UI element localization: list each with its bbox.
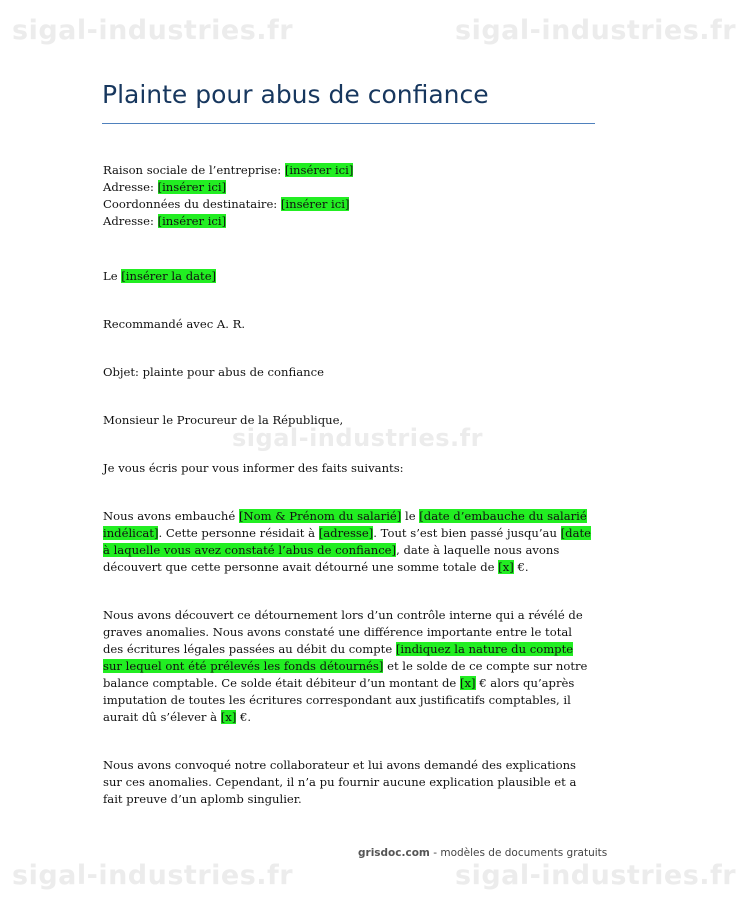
placeholder-expected-amount: [x]	[220, 710, 237, 724]
paragraph-1	[103, 508, 595, 576]
text: Nous avons découvert ce détournement lors d’un contrôle interne qui a révélé de graves anomalies. Nous avons constaté une différence importante entre le total des écritures légales passées au débit du compte	[103, 608, 583, 656]
company-name-label: Raison sociale de l’entreprise:	[103, 163, 282, 177]
footer-site-link[interactable]: grisdoc.com	[358, 847, 430, 859]
company-address-line	[103, 179, 595, 196]
watermark-bottom-left: sigal-industries.fr	[12, 860, 294, 891]
placeholder-amount: [x]	[498, 560, 514, 574]
title-underline	[102, 123, 595, 124]
text: . Tout s’est bien passé jusqu’au	[373, 526, 557, 540]
recipient-line	[103, 196, 595, 213]
text: . Cette personne résidait à	[158, 526, 316, 540]
date-prefix: Le	[103, 269, 118, 283]
company-name-line	[103, 162, 595, 179]
text: € alors qu’après imputation de toutes les écritures correspondant aux justificatifs comptables, il aurait dû s’élever à	[103, 676, 575, 724]
placeholder-recipient: [insérer ici]	[280, 197, 350, 211]
text: Nous avons embauché	[103, 509, 236, 523]
text: €.	[240, 710, 252, 724]
salutation: Monsieur le Procureur de la République,	[103, 413, 344, 427]
watermark-top-right: sigal-industries.fr	[455, 15, 736, 46]
date-line	[103, 268, 595, 285]
intro-line: Je vous écris pour vous informer des faits suivants:	[103, 461, 404, 475]
footer-text: - modèles de documents gratuits	[433, 847, 608, 859]
letter-body	[103, 162, 595, 808]
placeholder-company-name: [insérer ici]	[284, 163, 354, 177]
text: €.	[517, 560, 529, 574]
registered-mail-line: Recommandé avec A. R.	[103, 317, 246, 331]
watermark-center: sigal-industries.fr	[232, 424, 483, 452]
recipient-address-line	[103, 213, 595, 230]
paragraph-2	[103, 607, 595, 726]
footer-credit	[358, 847, 607, 859]
paragraph-3: Nous avons convoqué notre collaborateur et lui avons demandé des explications sur ces anomalies. Cependant, il n’a pu fournir aucune explication plausible et a fait preuve d’un aplomb singulier.	[103, 758, 577, 806]
subject-line: Objet: plainte pour abus de confiance	[103, 365, 324, 379]
document-title: Plainte pour abus de confiance	[102, 80, 489, 109]
placeholder-account-nature: [indiquez la nature du compte sur lequel ont été prélevés les fonds détournés]	[103, 642, 574, 673]
watermark-bottom-right: sigal-industries.fr	[455, 860, 736, 891]
placeholder-address: [adresse]	[318, 526, 374, 540]
placeholder-abuse-date: [date à laquelle vous avez constaté l’abus de confiance]	[103, 526, 592, 557]
text: le	[404, 509, 416, 523]
watermark-top-left: sigal-industries.fr	[12, 15, 294, 46]
recipient-label: Coordonnées du destinataire:	[103, 197, 278, 211]
company-address-label: Adresse:	[103, 180, 154, 194]
text: et le solde de ce compte sur notre balance comptable. Ce solde était débiteur d’un montant de	[103, 659, 588, 690]
recipient-address-label: Adresse:	[103, 214, 154, 228]
placeholder-recipient-address: [insérer ici]	[157, 214, 227, 228]
text: , date à laquelle nous avons découvert que cette personne avait détourné une somme totale de	[103, 543, 560, 574]
placeholder-debit-amount: [x]	[459, 676, 476, 690]
placeholder-employee-name: [Nom & Prénom du salarié]	[238, 509, 402, 523]
placeholder-date: [insérer la date]	[121, 269, 217, 283]
placeholder-company-address: [insérer ici]	[157, 180, 227, 194]
placeholder-hire-date: [date d’embauche du salarié indélicat]	[103, 509, 587, 540]
